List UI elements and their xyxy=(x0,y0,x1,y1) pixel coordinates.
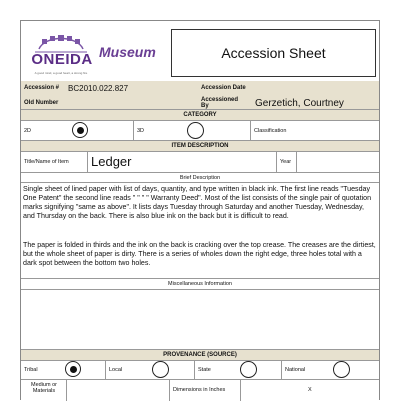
category-3d-radio[interactable] xyxy=(187,122,204,139)
provenance-heading: PROVENANCE (SOURCE) xyxy=(21,350,379,360)
provenance-tribal-label: Tribal xyxy=(24,367,38,373)
old-number-label: Old Number xyxy=(24,100,59,106)
item-title-label: Title/Name of Item xyxy=(24,159,69,165)
year-label: Year xyxy=(280,159,292,165)
accession-number-value: BC2010.022.827 xyxy=(68,84,129,93)
oneida-logo xyxy=(25,27,97,81)
provenance-state-radio[interactable] xyxy=(240,361,257,378)
item-title-value: Ledger xyxy=(91,154,132,169)
provenance-local-radio[interactable] xyxy=(152,361,169,378)
classification-label: Classification xyxy=(254,128,287,134)
page-title: Accession Sheet xyxy=(221,45,326,61)
provenance-state-label: State xyxy=(198,367,211,373)
dimensions-separator: X xyxy=(308,387,312,393)
brief-description-paragraph-2: The paper is folded in thirds and the ink on the back is cracking over the top crease. The creases are the dirtiest, but the whole sheet of paper is dirty. There is a series of wholes down the right edge, three holes total with a dark spot between the bottom two holes. xyxy=(23,241,376,267)
brief-description-paragraph-1: Single sheet of lined paper with list of days, quantity, and type written in black ink. The first line reads "Tuesday One Patent" the second line reads " " " " Warranty Deed". Most of the list consists of the single pair of quotation marks signifying "same as above". It lists days Tuesday through Saturday and another Tuesday, Wednesday, and Thursday on the back. There is also blue ink on the back but it is difficult to read. xyxy=(23,185,372,220)
dimensions-label: Dimensions in Inches xyxy=(173,387,226,393)
accession-date-label: Accession Date xyxy=(201,85,246,91)
category-heading: CATEGORY xyxy=(21,110,379,120)
logo-name: ONEIDA xyxy=(31,51,93,68)
category-2d-label: 2D xyxy=(24,128,32,134)
provenance-national-label: National xyxy=(285,367,306,373)
radio-selected-dot xyxy=(70,366,77,373)
provenance-local-label: Local xyxy=(109,367,123,373)
accession-sheet xyxy=(20,20,380,400)
accession-number-label: Accession # xyxy=(24,85,60,91)
misc-info-label: Miscellaneous Information xyxy=(168,281,232,287)
item-description-heading: ITEM DESCRIPTION xyxy=(21,141,379,151)
title-box xyxy=(171,29,376,77)
provenance-national-radio[interactable] xyxy=(333,361,350,378)
category-2d-radio[interactable] xyxy=(72,122,88,138)
accessioned-by-label: Accessioned By xyxy=(201,97,239,109)
provenance-tribal-radio[interactable] xyxy=(65,361,81,377)
museum-label: Museum xyxy=(99,44,156,60)
logo-tagline: A good mind, a good heart, a strong fire xyxy=(34,71,88,75)
radio-selected-dot xyxy=(77,127,84,134)
accessioned-by-value: Gerzetich, Courtney xyxy=(255,98,344,109)
brief-description-label: Brief Description xyxy=(179,175,221,181)
category-3d-label: 3D xyxy=(137,128,145,134)
medium-label: Medium or Materials xyxy=(31,382,57,394)
